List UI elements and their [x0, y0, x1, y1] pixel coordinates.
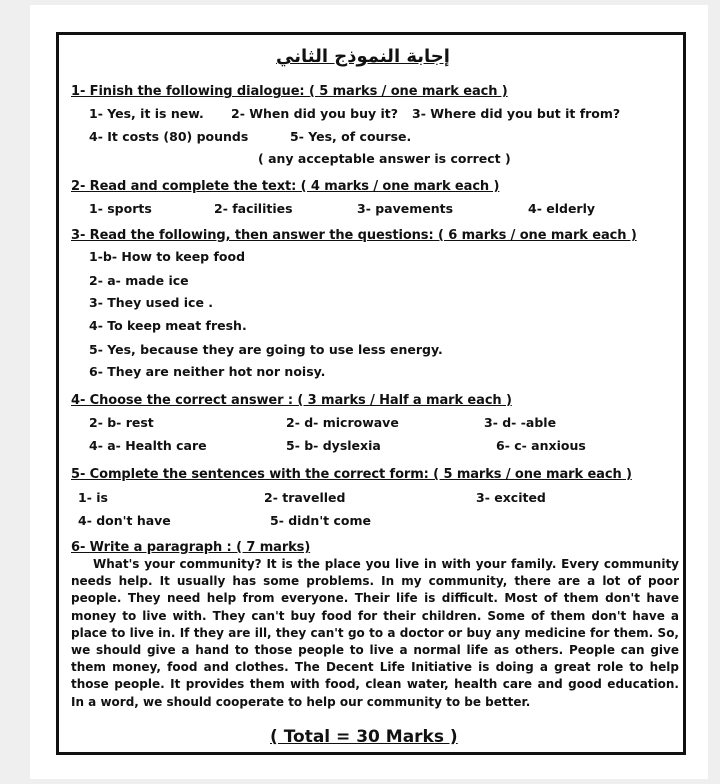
- section-2-heading: 2- Read and complete the text: ( 4 marks / one mark each ): [71, 179, 500, 194]
- s1-note: ( any acceptable answer is correct ): [258, 151, 511, 166]
- s2-answer-3: 3- pavements: [357, 201, 454, 216]
- s5-answer-2: 2- travelled: [264, 490, 346, 505]
- paragraph-answer: [71, 556, 679, 711]
- s3-answer-3: 3- They used ice .: [89, 295, 214, 310]
- s3-answer-4: 4- To keep meat fresh.: [89, 318, 247, 333]
- s3-answer-5: 5- Yes, because they are going to use less energy.: [89, 342, 443, 357]
- s1-answer-3: 3- Where did you but it from?: [412, 106, 621, 121]
- s4-answer-1: 2- b- rest: [89, 415, 154, 430]
- page-title: إجابة النموذج الثاني: [276, 46, 450, 67]
- s3-answer-1: 1-b- How to keep food: [89, 249, 246, 264]
- s5-answer-3: 3- excited: [476, 490, 546, 505]
- s4-answer-2: 2- d- microwave: [286, 415, 399, 430]
- s2-answer-4: 4- elderly: [528, 201, 596, 216]
- total-marks: ( Total = 30 Marks ): [270, 727, 458, 747]
- s1-answer-2: 2- When did you buy it?: [231, 106, 399, 121]
- s2-answer-1: 1- sports: [89, 201, 152, 216]
- section-1-heading: 1- Finish the following dialogue: ( 5 marks / one mark each ): [71, 84, 508, 99]
- section-3-heading: 3- Read the following, then answer the questions: ( 6 marks / one mark each ): [71, 228, 637, 243]
- s4-answer-6: 6- c- anxious: [496, 438, 586, 453]
- section-5-heading: 5- Complete the sentences with the correct form: ( 5 marks / one mark each ): [71, 467, 632, 482]
- s4-answer-5: 5- b- dyslexia: [286, 438, 381, 453]
- s1-answer-5: 5- Yes, of course.: [290, 129, 412, 144]
- section-6-heading: 6- Write a paragraph : ( 7 marks): [71, 540, 311, 555]
- s3-answer-2: 2- a- made ice: [89, 273, 189, 288]
- paragraph-text: What's your community? It is the place you live in with your family. Every community needs help. It usually has some problems. In my community, there are a lot of poor people. They need help from everyone. Their life is difficult. Most of them don't have money to live with. They can't buy food for their children. Some of them don't have a place to live in. If they are ill, they can't go to a doctor or buy any medicine for them. So, we should give a hand to those people to live a normal life as others. People can give them money, food and clothes. The Decent Life Initiative is doing a great role to help those people. It provides them with food, clean water, health care and good education. In a word, we should cooperate to help our community to be better.: [71, 557, 679, 709]
- s4-answer-3: 3- d- -able: [484, 415, 557, 430]
- section-4-heading: 4- Choose the correct answer : ( 3 marks / Half a mark each ): [71, 393, 512, 408]
- s4-answer-4: 4- a- Health care: [89, 438, 207, 453]
- s3-answer-6: 6- They are neither hot nor noisy.: [89, 364, 326, 379]
- s5-answer-1: 1- is: [78, 490, 108, 505]
- s5-answer-5: 5- didn't come: [270, 513, 371, 528]
- s1-answer-4: 4- It costs (80) pounds: [89, 129, 249, 144]
- s1-answer-1: 1- Yes, it is new.: [89, 106, 204, 121]
- s5-answer-4: 4- don't have: [78, 513, 171, 528]
- s2-answer-2: 2- facilities: [214, 201, 293, 216]
